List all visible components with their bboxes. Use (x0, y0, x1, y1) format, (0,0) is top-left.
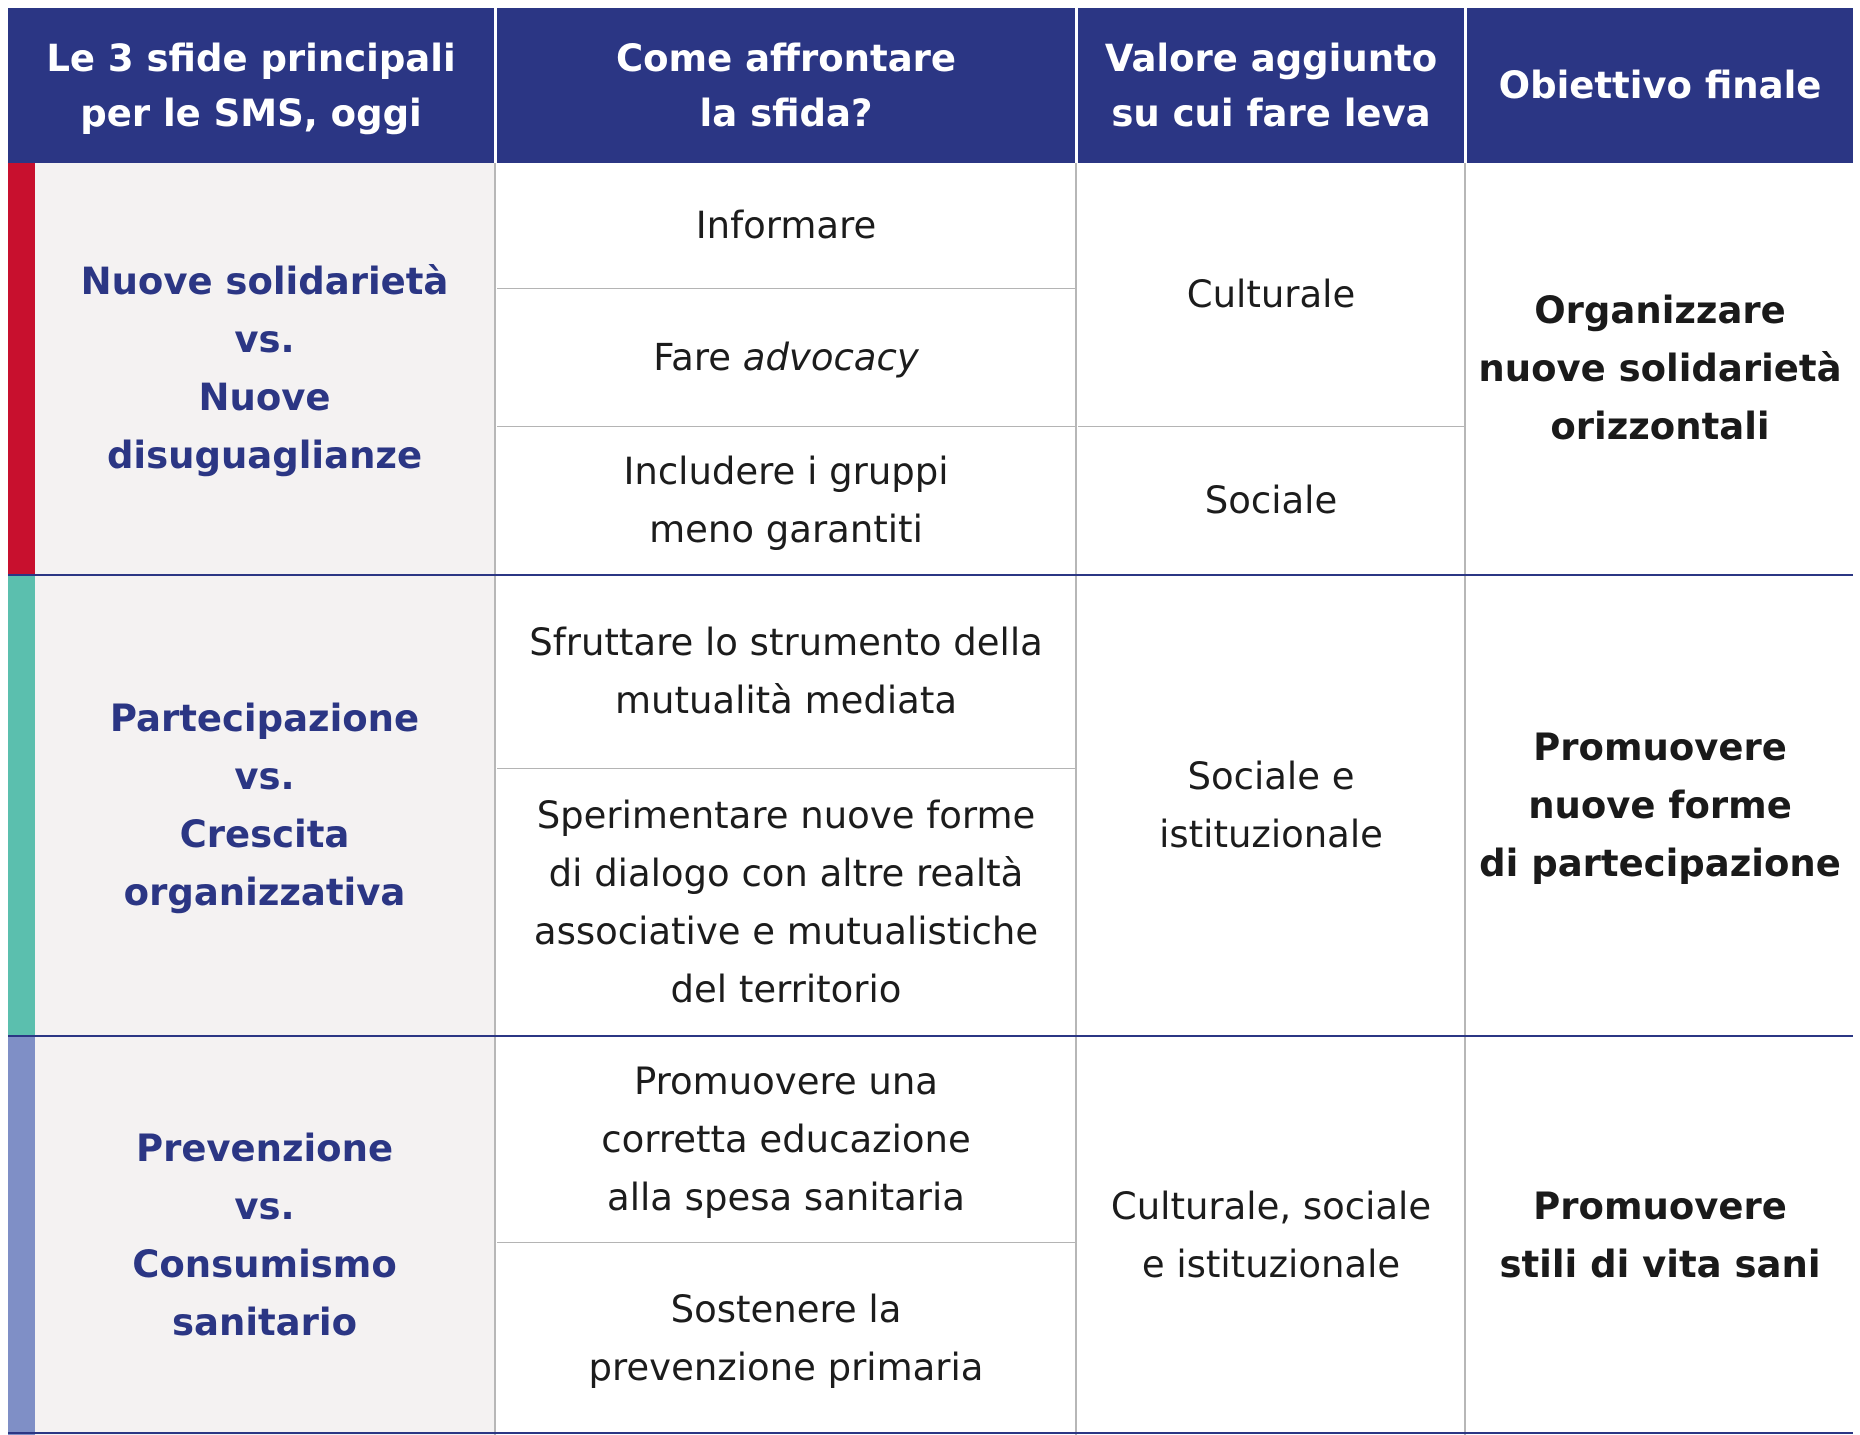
approach-inform: Informare (497, 163, 1075, 288)
goal-participation-text: Promuovere nuove forme di partecipazione (1479, 726, 1841, 885)
goal-participation (1467, 576, 1853, 1036)
goal-solidarity-text: Organizzare nuove solidarietà orizzontali (1478, 289, 1842, 448)
header-value-label: Valore aggiunto su cui fare leva (1104, 36, 1438, 135)
challenge-prevention (35, 1037, 494, 1435)
value-social-institutional (1078, 576, 1464, 1036)
accent-bar-prevention (8, 1037, 35, 1435)
approach-dialogue-text: Sperimentare nuove forme di dialogo con altre realtà associative e mutualistiche del territorio (533, 793, 1039, 1011)
header-goal (1467, 8, 1853, 163)
value-cultural: Culturale (1078, 163, 1464, 426)
approach-health-education-text: Promuovere una corretta educazione alla spesa sanitaria (601, 1059, 971, 1219)
header-approach-label: Come affrontare la sfida? (615, 36, 957, 135)
table-bottom-border (8, 1432, 1853, 1434)
header-goal-label: Obiettivo finale (1498, 64, 1822, 107)
challenge-solidarity-text: Nuove solidarietà vs. Nuove disuguaglianze (80, 260, 449, 477)
value-cultural-social-institutional-text: Culturale, sociale e istituzionale (1110, 1185, 1432, 1286)
column-divider-3 (1464, 163, 1466, 1435)
approach-dialogue (497, 768, 1075, 1036)
approach-advocacy (497, 288, 1075, 426)
header-value (1078, 8, 1464, 163)
goal-solidarity (1467, 163, 1853, 575)
value-cultural-social-institutional (1078, 1037, 1464, 1435)
approach-health-education (497, 1037, 1075, 1242)
row-divider-1 (8, 574, 1853, 576)
column-divider-2 (1075, 163, 1077, 1435)
header-challenges-label: Le 3 sfide principali per le SMS, oggi (46, 36, 456, 135)
goal-healthy-lifestyles (1467, 1037, 1853, 1435)
header-approach (497, 8, 1075, 163)
accent-bar-participation (8, 576, 35, 1036)
row-divider-2 (8, 1035, 1853, 1037)
header-challenges (8, 8, 494, 163)
approach-mutuality-text: Sfruttare lo strumento della mutualità mediata (529, 621, 1043, 722)
challenge-prevention-text: Prevenzione vs. Consumismo sanitario (132, 1127, 397, 1344)
approach-advocacy-text: Fare advocacy (653, 335, 919, 379)
value-social: Sociale (1078, 426, 1464, 575)
approach-primary-prevention-text: Sostenere la prevenzione primaria (588, 1288, 984, 1389)
challenge-participation-text: Partecipazione vs. Crescita organizzativa (109, 697, 420, 914)
accent-bar-solidarity (8, 163, 35, 575)
value-social-institutional-text: Sociale e istituzionale (1159, 755, 1383, 856)
goal-healthy-lifestyles-text: Promuovere stili di vita sani (1499, 1185, 1821, 1286)
challenge-participation (35, 576, 494, 1036)
challenge-solidarity (35, 163, 494, 575)
approach-include-groups (497, 426, 1075, 575)
column-divider-1 (494, 163, 496, 1435)
approach-primary-prevention (497, 1242, 1075, 1435)
approach-mutuality (497, 576, 1075, 768)
approach-include-groups-text: Includere i gruppi meno garantiti (623, 450, 949, 551)
